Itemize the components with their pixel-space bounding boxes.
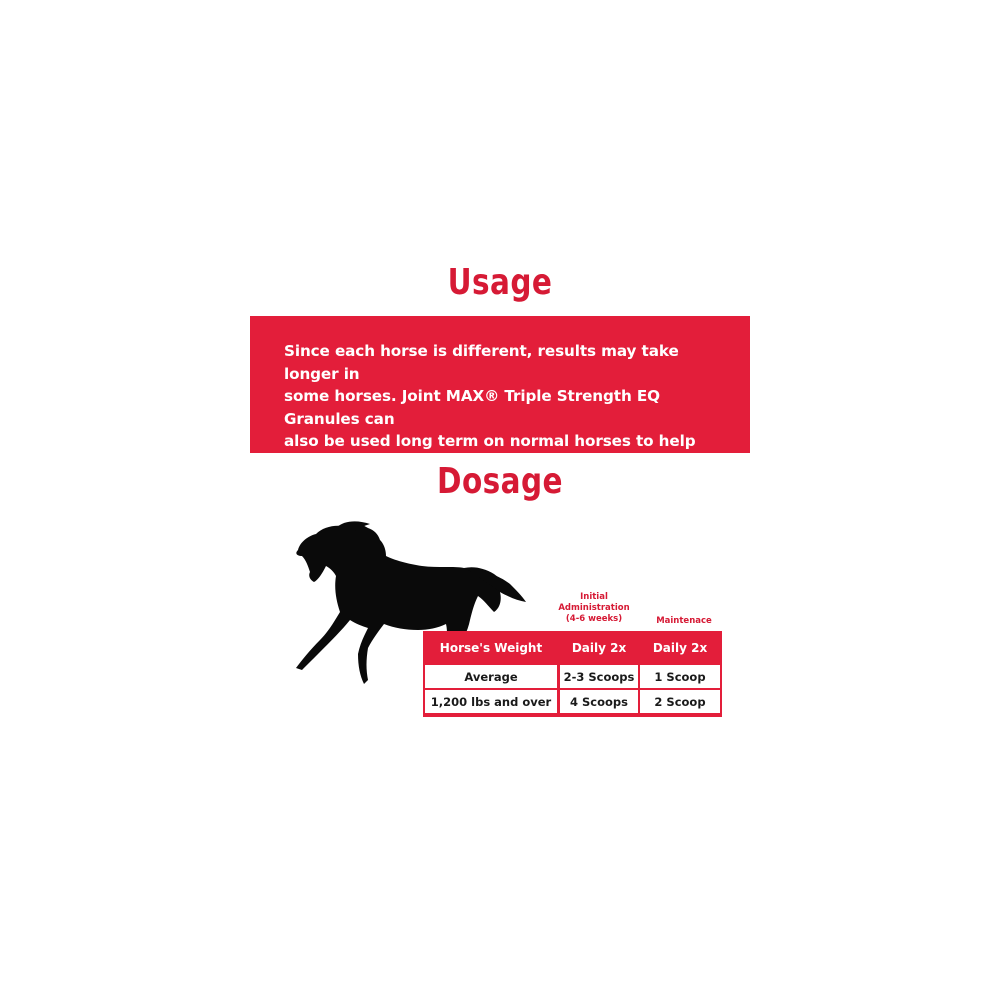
table-cell-initial: 4 Scoops (560, 690, 638, 713)
header-maintenance-daily: Daily 2x (640, 633, 720, 663)
dosage-heading: Dosage (437, 461, 563, 502)
maintenance-note (644, 616, 724, 627)
initial-administration-note (552, 592, 636, 625)
maintenance-label: Maintenace (656, 616, 712, 626)
usage-description: Since each horse is different, results may take longer in some horses. Joint MAX® Triple Strength EQ Granules can also be used long term on normal horses to help keep their joints healthy. (284, 342, 696, 473)
table-cell-weight: Average (425, 665, 557, 688)
header-horse-weight: Horse's Weight (425, 633, 557, 663)
table-header-row (425, 633, 720, 663)
table-cell-weight: 1,200 lbs and over (425, 690, 557, 713)
header-initial-daily: Daily 2x (560, 633, 638, 663)
table-cell-initial: 2-3 Scoops (560, 665, 638, 688)
dosage-table (423, 631, 722, 717)
table-cell-maintenance: 2 Scoop (640, 690, 720, 713)
usage-panel (250, 316, 750, 473)
table-cell-maintenance: 1 Scoop (640, 665, 720, 688)
table-row (425, 665, 720, 688)
usage-heading: Usage (447, 262, 553, 303)
initial-administration-label: Initial Administration (4-6 weeks) (558, 592, 630, 624)
table-row (425, 690, 720, 713)
